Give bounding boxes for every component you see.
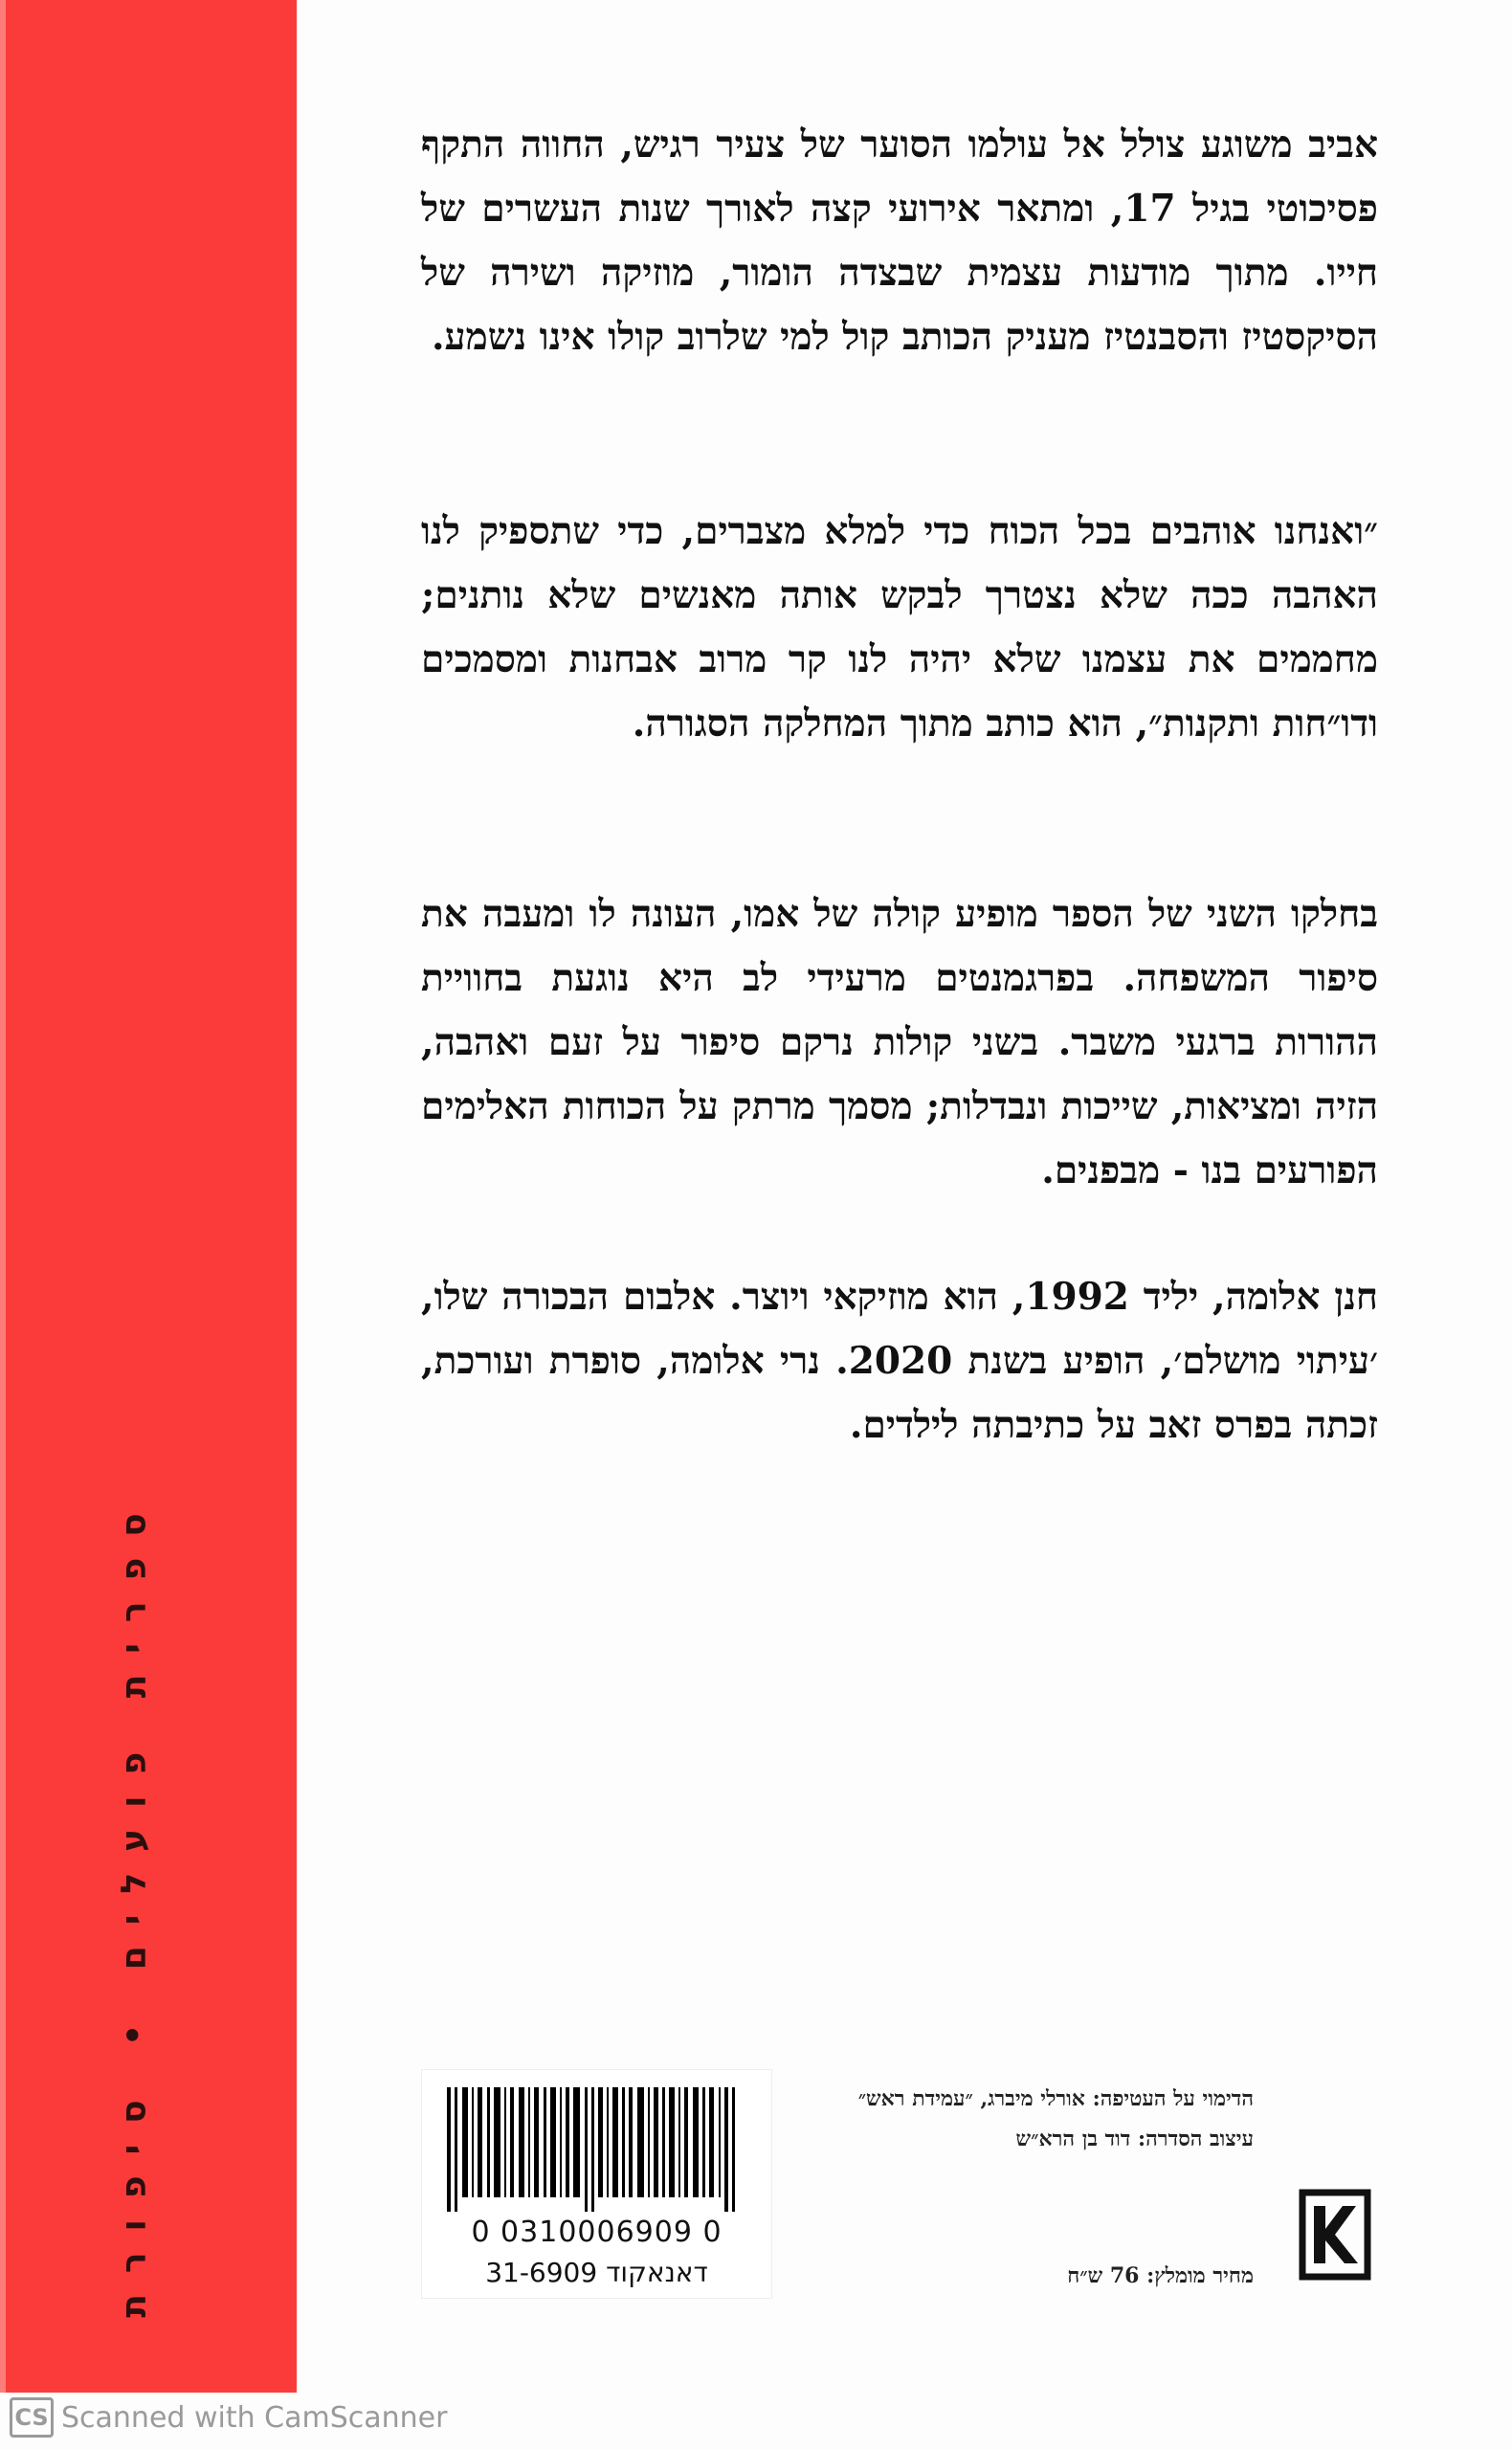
barcode-label (421, 2069, 772, 2299)
series-design-credit: עיצוב הסדרה: דוד בן הרא״ש (1015, 2127, 1254, 2151)
series-label: ספרית פועלים • סיפורת (114, 1491, 154, 2318)
author-bio: חנן אלומה, יליד 1992, הוא מוזיקאי ויוצר. אלבום הבכורה שלו, ׳עיתוי מושלם׳, הופיע בשנת 2020. נרי אלומה, סופרת ועורכת, זכתה בפרס זאב על כתיבתה לילדים. (421, 1275, 1379, 1447)
barcode-icon (437, 2087, 756, 2212)
camscanner-watermark (10, 2397, 447, 2438)
camscanner-icon: CS (10, 2397, 54, 2438)
spine-label-area (86, 1493, 182, 2316)
barcode-number: 0 0310006909 0 (471, 2216, 723, 2249)
blurb-paragraph-2: ״ואנחנו אוהבים בכל הכוח כדי למלא מצברים, כדי שתספיק לנו האהבה ככה שלא נצטרך לבקש אותה מאנשים שלא נותנים; מחממים את עצמנו שלא יהיה לנו קר מרוב אבחנות ומסמכים ודו״חות ותקנות״, הוא כותב מתוך המחלקה הסגורה. (421, 509, 1378, 746)
catalog-code: דאנאקוד 31-6909 (485, 2257, 708, 2288)
blurb-paragraph-3: בחלקו השני של הספר מופיע קולה של אמו, העונה לו ומעבה את סיפור המשפחה. בפרגמנטים מרעידי לב היא נוגעת בחוויית ההורות ברגעי משבר. בשני קולות נרקם סיפור על זעם ואהבה, הזיה ומציאות, שייכות ונבדלות; מסמך מרתק על הכוחות האלימים הפורעים בנו - מבפנים. (421, 892, 1378, 1192)
book-spine (0, 0, 297, 2393)
cover-image-credit: הדימוי על העטיפה: אורלי מיברג, ״עמידת ראש״ (857, 2086, 1254, 2111)
price-label: מחיר מומלץ: 76 ש״ח (1067, 2263, 1254, 2288)
spine-edge (0, 0, 6, 2393)
blurb-paragraph-1: אביב משוגע צולל אל עולמו הסוער של צעיר רגיש, החווה התקף פסיכוטי בגיל 17, ומתאר אירועי קצה לאורך שנות העשרים של חייו. מתוך מודעות עצמית שבצדה הומור, מוזיקה ושירה של הסיקסטיז והסבנטיז מעניק הכותב קול למי שלרוב קולו אינו נשמע. (421, 122, 1379, 359)
publisher-logo-icon (1297, 2187, 1373, 2283)
camscanner-text: Scanned with CamScanner (61, 2400, 448, 2435)
